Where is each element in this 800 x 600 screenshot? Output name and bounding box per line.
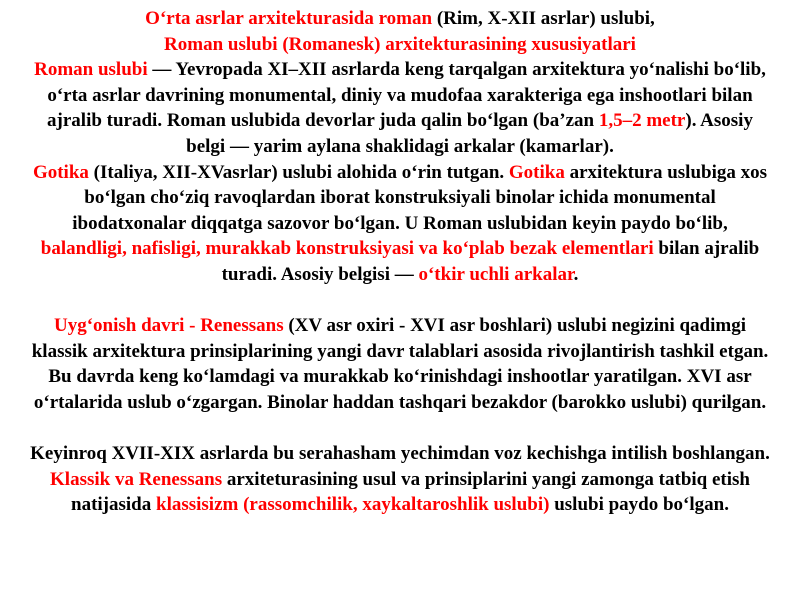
renaissance-text: (XV asr oxiri - XVI asr boshlari) uslubi negizini qadimgi klassik arxitektura prinsiplarining yangi davr talablari asosida rivojlantirish tashkil etgan. Bu davrda keng ko‘lamdagi va murakkab ko‘rinishdagi inshootlar yaratilgan. XVI asr o‘rtalarida uslub o‘zgargan. Binolar haddan tashqari bezakdor (barokko uslubi) qurilgan. [31, 315, 769, 413]
gothic-text-1: (Italiya, XII-XVasrlar) uslubi alohida o‘rin tutgan. [88, 161, 509, 183]
roman-text-2: ). Asosiy belgi — yarim aylana shaklidagi arkalar (kamarlar). [186, 110, 753, 157]
gothic-sign: o‘tkir uchli arkalar [418, 263, 574, 285]
classicism-text-3: uslubi paydo bo‘lgan. [549, 494, 729, 516]
gothic-paragraph [28, 160, 772, 288]
slide [28, 6, 772, 518]
heading-subtitle: Roman uslubi (Romanesk) arxitekturasining xususiyatlari [164, 33, 636, 55]
paragraph-gap [28, 416, 772, 442]
classicism-term-1: Klassik va Renessans [50, 468, 223, 490]
renaissance-term: Uyg‘onish davri - Renessans [53, 315, 284, 337]
classicism-paragraph [28, 441, 772, 518]
gothic-term-2: Gotika [508, 161, 565, 183]
renaissance-paragraph [28, 313, 772, 415]
heading [28, 6, 772, 57]
gothic-text-2: arxitektura uslubiga xos bo‘lgan cho‘ziq ravoqlardan iborat konstruksiyali binolar ichida monumental ibodatxonalar diqqatga sazovor bo‘lgan. U Roman uslubidan keyin paydo bo‘lib, [72, 161, 768, 234]
gothic-features: balandligi, nafisligi, murakkab konstruksiyasi va ko‘plab bezak elementlari [40, 238, 654, 260]
roman-term: Roman uslubi [34, 59, 148, 81]
heading-title-rest: (Rim, X-XII asrlar) uslubi, [432, 8, 655, 29]
roman-paragraph [28, 57, 772, 159]
gothic-text-3: bilan ajralib turadi. [221, 238, 760, 285]
roman-text-1: — Yevropada XI–XII asrlarda keng tarqalgan arxitektura yo‘nalishi bo‘lib, o‘rta asrlar davrining monumental, diniy va mudofaa xarakteriga ega inshootlari bilan ajralib turadi. Roman uslubida devorlar juda qalin bo‘lgan (ba’zan [47, 59, 766, 132]
roman-wall-thickness: 1,5–2 metr [598, 110, 686, 132]
heading-title-red: O‘rta asrlar arxitekturasida roman [145, 8, 433, 29]
gothic-sign-label: Asosiy belgisi — [280, 263, 419, 285]
classicism-term-2: klassisizm (rassomchilik, xaykaltaroshlik uslubi) [156, 494, 550, 516]
gothic-term-1: Gotika [32, 161, 89, 183]
paragraph-gap [28, 288, 772, 314]
gothic-end: . [573, 263, 579, 285]
classicism-text-2: arxiteturasining usul va prinsiplarini yangi zamonga tatbiq etish natijasida [71, 468, 750, 516]
classicism-text-1: Keyinroq XVII-XIX asrlarda bu serahasham yechimdan voz kechishga intilish boshlangan. [30, 443, 770, 465]
